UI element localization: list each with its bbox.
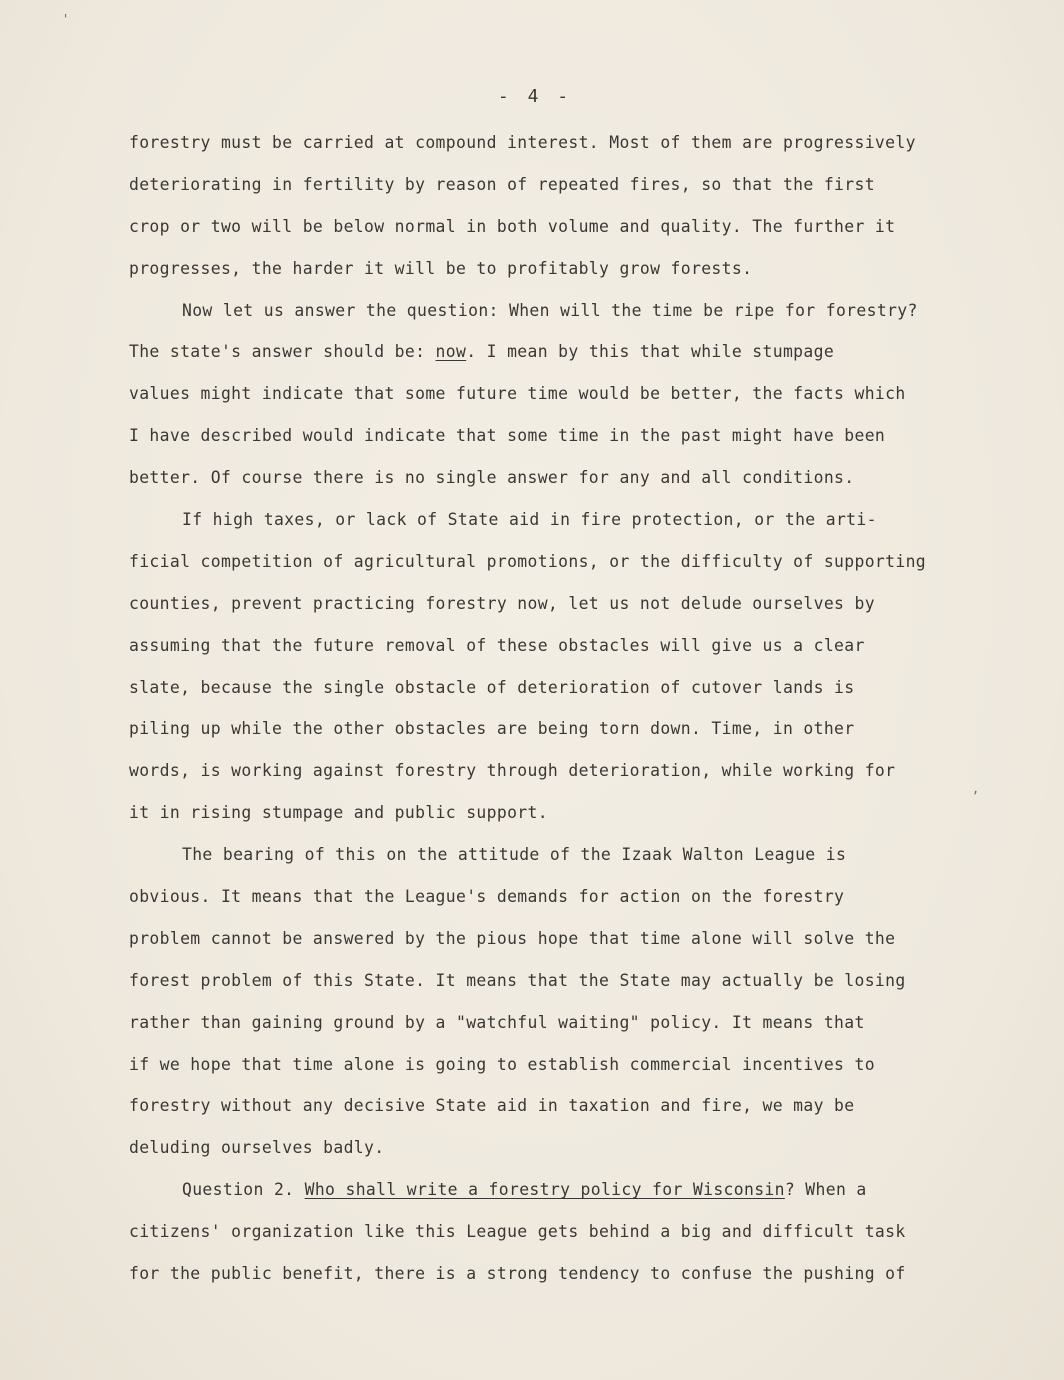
paragraph (129, 499, 959, 834)
document-body (129, 122, 959, 1295)
text-line: Question 2. Who shall write a forestry policy for Wisconsin? When a (182, 1180, 867, 1200)
paragraph (129, 290, 959, 499)
text-line: counties, prevent practicing forestry now, let us not delude ourselves by (129, 593, 875, 613)
paragraph (129, 834, 959, 1169)
stray-mark: , (972, 782, 980, 796)
text-line: forestry must be carried at compound interest. Most of them are progressively (129, 133, 916, 152)
underlined-text: now (435, 342, 467, 362)
text-line: better. Of course there is no single answer for any and all conditions. (129, 468, 855, 488)
text-line: words, is working against forestry through deterioration, while working for (129, 761, 896, 781)
text-line: progresses, the harder it will be to profitably grow forests. (129, 258, 753, 278)
paragraph (129, 122, 959, 290)
text-line: deluding ourselves badly. (129, 1138, 385, 1158)
text-line: The bearing of this on the attitude of the Izaak Walton League is (182, 845, 847, 865)
page-number: - 4 - (497, 86, 573, 107)
text-line: assuming that the future removal of these obstacles will give us a clear (129, 635, 865, 655)
text-line: citizens' organization like this League gets behind a big and difficult task (129, 1222, 906, 1242)
text-line: If high taxes, or lack of State aid in fire protection, or the arti- (182, 510, 877, 530)
text-line: values might indicate that some future time would be better, the facts which (129, 384, 906, 404)
text-line: piling up while the other obstacles are being torn down. Time, in other (129, 719, 855, 739)
text-line: ficial competition of agricultural promotions, or the difficulty of supporting (129, 551, 927, 571)
text-line: The state's answer should be: now. I mean by this that while stumpage (129, 342, 835, 362)
text-line: forestry without any decisive State aid in taxation and fire, we may be (129, 1096, 855, 1116)
text-line: Now let us answer the question: When will the time be ripe for forestry? (182, 300, 918, 320)
text-line: if we hope that time alone is going to establish commercial incentives to (129, 1054, 875, 1074)
text-line: crop or two will be below normal in both volume and quality. The further it (129, 216, 896, 236)
text-line: rather than gaining ground by a "watchful waiting" policy. It means that (129, 1012, 865, 1032)
text-line: slate, because the single obstacle of deterioration of cutover lands is (129, 677, 855, 697)
paragraph (129, 1169, 959, 1295)
text-line: for the public benefit, there is a strong tendency to confuse the pushing of (129, 1264, 906, 1284)
text-line: problem cannot be answered by the pious hope that time alone will solve the (129, 928, 896, 948)
text-line: forest problem of this State. It means that the State may actually be losing (129, 970, 906, 990)
underlined-text: Who shall write a forestry policy for Wisconsin (304, 1180, 785, 1200)
text-line: it in rising stumpage and public support. (129, 803, 548, 823)
text-line: I have described would indicate that some time in the past might have been (129, 426, 886, 446)
text-line: deteriorating in fertility by reason of repeated fires, so that the first (129, 174, 875, 194)
text-line: obvious. It means that the League's demands for action on the forestry (129, 887, 845, 907)
stray-mark: ' (62, 12, 70, 26)
